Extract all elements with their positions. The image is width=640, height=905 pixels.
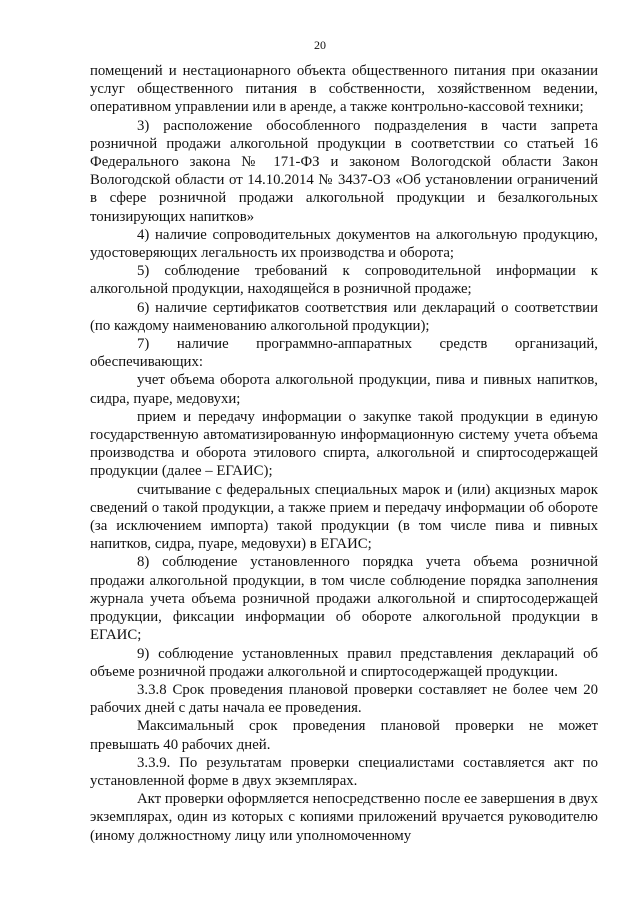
paragraph: 9) соблюдение установленных правил представления деклараций об объеме розничной продажи алкогольной и спиртосодержащей продукции. — [90, 645, 598, 680]
paragraph: 6) наличие сертификатов соответствия или деклараций о соответствии (по каждому наименованию алкогольной продукции); — [90, 299, 598, 334]
paragraph: 4) наличие сопроводительных документов на алкогольную продукцию, удостоверяющих легальность их производства и оборота; — [90, 226, 598, 262]
paragraph: 7) наличие программно-аппаратных средств организаций, обеспечивающих: — [90, 336, 598, 371]
paragraph: прием и передачу информации о закупке такой продукции в единую государственную автоматизированную информационную систему учета объема производства и оборота этилового спирта, алкогольной и спиртосодержащей продукции (далее – ЕГАИС); — [90, 408, 598, 480]
paragraph: Акт проверки оформляется непосредственно после ее завершения в двух экземплярах, один из которых с копиями приложений вручается руководителю (иному должностному лицу или уполномоченному — [90, 791, 598, 844]
paragraph: 3) расположение обособленного подразделения в части запрета розничной продажи алкогольной продукции в соответствии со статьей 16 Федерального закона № 171-ФЗ и законом Вологодской области Закон Вологодской области от 14.10.2014 № 3437-ОЗ «Об установлении ограничений в сфере розничной продажи алкогольной продукции и безалкогольных тонизирующих напитков» — [90, 117, 598, 225]
paragraph: помещений и нестационарного объекта общественного питания при оказании услуг общественного питания в собственности, хозяйственном ведении, оперативном управлении или в аренде, а также контрольно-кассовой техники; — [90, 63, 598, 116]
paragraph: считывание с федеральных специальных марок и (или) акцизных марок сведений о такой продукции, а также прием и передачу информации об обороте (за исключением импорта) такой продукции (в том числе пива и пивных напитков, сидра, пуаре, медовухи) в ЕГАИС; — [90, 481, 598, 553]
paragraph: учет объема оборота алкогольной продукции, пива и пивных напитков, сидра, пуаре, медовухи; — [90, 372, 598, 407]
page-number: 20 — [314, 38, 326, 52]
paragraph: 3.3.8 Срок проведения плановой проверки составляет не более чем 20 рабочих дней с даты начала ее проведения. — [90, 681, 598, 717]
paragraph: 5) соблюдение требований к сопроводительной информации к алкогольной продукции, находящейся в розничной продаже; — [90, 263, 598, 298]
document-body — [90, 62, 598, 845]
paragraph: Максимальный срок проведения плановой проверки не может превышать 40 рабочих дней. — [90, 718, 598, 753]
paragraph: 8) соблюдение установленного порядка учета объема розничной продажи алкогольной продукции, в том числе соблюдение порядка заполнения журнала учета объема розничной продажи алкогольной и спиртосодержащей продукции, фиксации информации об обороте алкогольной продукции в ЕГАИС; — [90, 554, 598, 644]
paragraph: 3.3.9. По результатам проверки специалистами составляется акт по установленной форме в двух экземплярах. — [90, 754, 598, 789]
